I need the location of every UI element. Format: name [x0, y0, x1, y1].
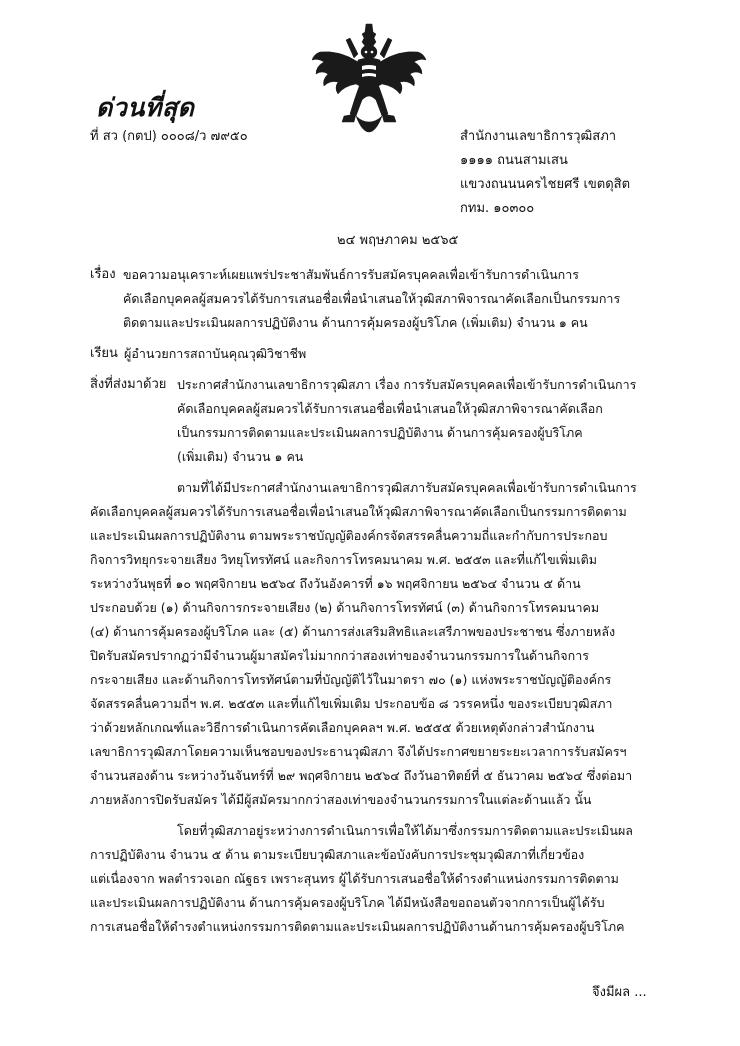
body-paragraph-line: การเสนอชื่อให้ดำรงตำแหน่งกรรมการติดตามและประเมินผลการปฏิบัติงานด้านการคุ้มครองผู้บริโภค: [90, 919, 625, 934]
enclosure-line: เป็นกรรมการติดตามและประเมินผลการปฏิบัติงาน ด้านการคุ้มครองผู้บริโภค: [177, 425, 583, 440]
body-paragraph-line: ปิดรับสมัครปรากฏว่ามีจำนวนผู้มาสมัครไม่มากกว่าสองเท่าของจำนวนกรรมการในด้านกิจการ: [90, 648, 589, 663]
body-paragraph-line: และประเมินผลการปฏิบัติงาน ตามพระราชบัญญัติองค์กรจัดสรรคลื่นความถี่และกำกับการประกอบ: [90, 528, 608, 543]
body-paragraph-line: โดยที่วุฒิสภาอยู่ระหว่างการดำเนินการเพื่อให้ได้มาซึ่งกรรมการติดตามและประเมินผล: [177, 823, 633, 838]
body-paragraph-line: (๔) ด้านการคุ้มครองผู้บริโภค และ (๕) ด้านการส่งเสริมสิทธิและเสรีภาพของประชาชน ซึ่งภายหลัง: [90, 624, 616, 639]
body-paragraph-line: กิจการวิทยุกระจายเสียง วิทยุโทรทัศน์ และกิจการโทรคมนาคม พ.ศ. ๒๕๕๓ และที่แก้ไขเพิ่มเติม: [90, 552, 598, 567]
body-paragraph-line: แต่เนื่องจาก พลตำรวจเอก ณัฐธร เพราะสุนทร ผู้ได้รับการเสนอชื่อให้ดำรงตำแหน่งกรรมการติดตาม: [90, 871, 619, 886]
sender-address-line: สำนักงานเลขาธิการวุฒิสภา: [460, 129, 617, 144]
document-date: ๒๔ พฤษภาคม ๒๕๖๕: [337, 233, 459, 248]
body-paragraph-line: ระหว่างวันพุธที่ ๑๐ พฤศจิกายน ๒๕๖๔ ถึงวันอังคารที่ ๑๖ พฤศจิกายน ๒๕๖๔ จำนวน ๕ ด้าน: [90, 576, 581, 591]
enclosure-line: (เพิ่มเติม) จำนวน ๑ คน: [177, 449, 304, 464]
body-paragraph-line: ภายหลังการปิดรับสมัคร ได้มีผู้สมัครมากกว่าสองเท่าของจำนวนกรรมการในแต่ละด้านแล้ว นั้น: [90, 792, 592, 807]
sender-address-line: ๑๑๑๑ ถนนสามเสน: [460, 153, 568, 168]
body-paragraph-line: จำนวนสองด้าน ระหว่างวันจันทร์ที่ ๒๙ พฤศจิกายน ๒๕๖๔ ถึงวันอาทิตย์ที่ ๕ ธันวาคม ๒๕๖๔ ซึ่งต่อมา: [90, 768, 633, 783]
subject-line: ขอความอนุเคราะห์เผยแพร่ประชาสัมพันธ์การรับสมัครบุคคลเพื่อเข้ารับการดำเนินการ: [123, 267, 579, 282]
body-paragraph-line: จัดสรรคลื่นความถี่ฯ พ.ศ. ๒๕๕๓ และที่แก้ไขเพิ่มเติม ประกอบข้อ ๘ วรรคหนึ่ง ของระเบียบวุฒิสภา: [90, 696, 613, 711]
body-paragraph-line: ตามที่ได้มีประกาศสำนักงานเลขาธิการวุฒิสภารับสมัครบุคคลเพื่อเข้ารับการดำเนินการ: [177, 480, 637, 495]
enclosure-line: คัดเลือกบุคคลผู้สมควรได้รับการเสนอชื่อเพื่อนำเสนอให้วุฒิสภาพิจารณาคัดเลือก: [177, 401, 603, 416]
body-paragraph-line: เลขาธิการวุฒิสภาโดยความเห็นชอบของประธานวุฒิสภา จึงได้ประกาศขยายระยะเวลาการรับสมัครฯ: [90, 744, 627, 759]
garuda-emblem-icon: [310, 22, 428, 134]
body-paragraph-line: การปฏิบัติงาน จำนวน ๕ ด้าน ตามระเบียบวุฒิสภาและข้อบังคับการประชุมวุฒิสภาที่เกี่ยวข้อง: [90, 847, 585, 862]
body-paragraph-line: และประเมินผลการปฏิบัติงาน ด้านการคุ้มครองผู้บริโภค ได้มีหนังสือขอถอนตัวจากการเป็นผู้ได้รับ: [90, 895, 605, 910]
sender-address-line: กทม. ๑๐๓๐๐: [460, 201, 535, 216]
subject-line: ติดตามและประเมินผลการปฏิบัติงาน ด้านการคุ้มครองผู้บริโภค (เพิ่มเติม) จำนวน ๑ คน: [123, 315, 588, 330]
enclosure-line: ประกาศสำนักงานเลขาธิการวุฒิสภา เรื่อง การรับสมัครบุคคลเพื่อเข้ารับการดำเนินการ: [177, 377, 637, 392]
recipient-label: เรียน: [90, 346, 118, 361]
body-paragraph-line: ว่าด้วยหลักเกณฑ์และวิธีการดำเนินการคัดเลือกบุคคลฯ พ.ศ. ๒๕๕๕ ด้วยเหตุดังกล่าวสำนักงาน: [90, 720, 595, 735]
reference-number: ที่ สว (กตป) ๐๐๐๘/ว ๗๙๕๐: [90, 129, 248, 144]
body-paragraph-line: ประกอบด้วย (๑) ด้านกิจการกระจายเสียง (๒) ด้านกิจการโทรทัศน์ (๓) ด้านกิจการโทรคมนาคม: [90, 600, 600, 615]
body-paragraph-line: คัดเลือกบุคคลผู้สมควรได้รับการเสนอชื่อเพื่อนำเสนอให้วุฒิสภาพิจารณาคัดเลือกเป็นกรรมการติดตาม: [90, 504, 627, 519]
subject-line: คัดเลือกบุคคลผู้สมควรได้รับการเสนอชื่อเพื่อนำเสนอให้วุฒิสภาพิจารณาคัดเลือกเป็นกรรมการ: [123, 291, 621, 306]
body-paragraph-line: กระจายเสียง และด้านกิจการโทรทัศน์ตามที่บัญญัติไว้ในมาตรา ๗๐ (๑) แห่งพระราชบัญญัติองค์กร: [90, 672, 612, 687]
urgency-heading: ด่วนที่สุด: [96, 93, 195, 122]
sender-address-line: แขวงถนนนครไชยศรี เขตดุสิต: [460, 177, 631, 192]
continuation-marker: จึงมีผล ...: [592, 985, 647, 1000]
enclosure-label: สิ่งที่ส่งมาด้วย: [90, 377, 167, 392]
subject-label: เรื่อง: [90, 267, 116, 282]
recipient-name: ผู้อำนวยการสถาบันคุณวุฒิวิชาชีพ: [124, 346, 307, 361]
